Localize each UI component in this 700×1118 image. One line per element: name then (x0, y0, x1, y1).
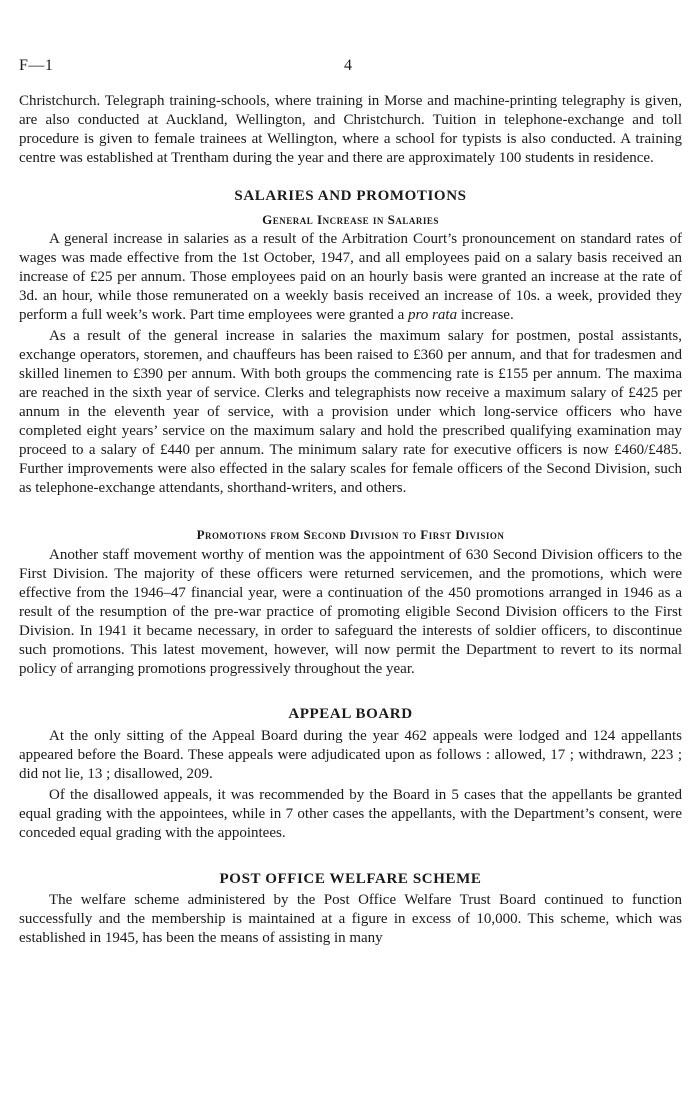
salaries-paragraph-1-italic: pro rata (408, 307, 458, 323)
appeal-paragraph-1: At the only sitting of the Appeal Board during the year 462 appeals were lodged and 124 appellants appeared before the Board. These appeals were adjudicated upon as follows : allowed, 17 ; withdrawn, 223 ; did not lie, 13 ; disallowed, 209. (19, 728, 682, 782)
intro-paragraph: Christchurch. Telegraph training-schools, where training in Morse and machine-printing telegraphy is given, are also conducted at Auckland, Wellington, and Christchurch. Tuition in telephone-exchange and toll procedure is given to female trainees at Wellington, where a school for typists is also conducted. A training centre was established at Trentham during the year and there are approximately 100 students in residence. (19, 93, 682, 166)
general-increase-subheading: General Increase in Salaries (262, 212, 439, 227)
salaries-paragraph-1-text-a: A general increase in salaries as a result of the Arbitration Court’s pronouncement on standard rates of wages was made effective from the 1st October, 1947, and all employees paid on a salary basis received an increase of £25 per annum. Those employees paid on an hourly basis were granted an increase at the rate of 3d. an hour, while those remunerated on a weekly basis received an increase of 10s. a week, provided they perform a full week’s work. Part time employees were granted a (19, 231, 682, 323)
welfare-paragraph: The welfare scheme administered by the Post Office Welfare Trust Board continued to function successfully and the membership is maintained at a figure in excess of 10,000. This scheme, which was established in 1945, has been the means of assisting in many (19, 892, 682, 946)
salaries-paragraph-1 (19, 230, 682, 325)
page-number: 4 (344, 57, 352, 74)
welfare-scheme-heading: POST OFFICE WELFARE SCHEME (219, 871, 482, 887)
document-reference: F—1 (19, 57, 54, 74)
page-header (19, 0, 682, 74)
salaries-heading: SALARIES AND PROMOTIONS (234, 188, 467, 204)
appeal-paragraph-2: Of the disallowed appeals, it was recommended by the Board in 5 cases that the appellants be granted equal grading with the appointees, while in 7 other cases the appellants, with the Department’s consent, were conceded equal grading with the appointees. (19, 787, 682, 841)
promotions-paragraph: Another staff movement worthy of mention was the appointment of 630 Second Division officers to the First Division. The majority of these officers were returned servicemen, and the promotions, which were effective from the 1946–47 financial year, were a continuation of the 450 promotions arranged in 1946 as a result of the resumption of the pre-war practice of promoting eligible Second Division officers to the First Division. In 1941 it became necessary, in order to safeguard the interests of soldier officers, to discontinue such promotions. This latest movement, however, will now permit the Department to revert to its normal policy of arranging promotions progressively throughout the year. (19, 547, 682, 677)
salaries-paragraph-1-text-b: increase. (457, 307, 514, 323)
salaries-paragraph-2: As a result of the general increase in salaries the maximum salary for postmen, postal assistants, exchange operators, storemen, and chauffeurs has been raised to £360 per annum, and that for tradesmen and skilled linemen to £390 per annum. With both groups the commencing rate is £155 per annum. The maxima are reached in the sixth year of service. Clerks and telegraphists now receive a maximum salary of £425 per annum in the eleventh year of service, with a provision under which long-service officers who have completed eight years’ service on the maximum salary and hold the prescribed qualifying examination may proceed to a salary of £440 per annum. The minimum salary rate for executive officers is now £460/£485. Further improvements were also effected in the salary scales for female officers of the Second Division, such as telephone-exchange attendants, shorthand-writers, and others. (19, 328, 682, 496)
promotions-subheading: Promotions from Second Division to First Division (196, 527, 505, 542)
appeal-board-heading: APPEAL BOARD (288, 706, 413, 722)
